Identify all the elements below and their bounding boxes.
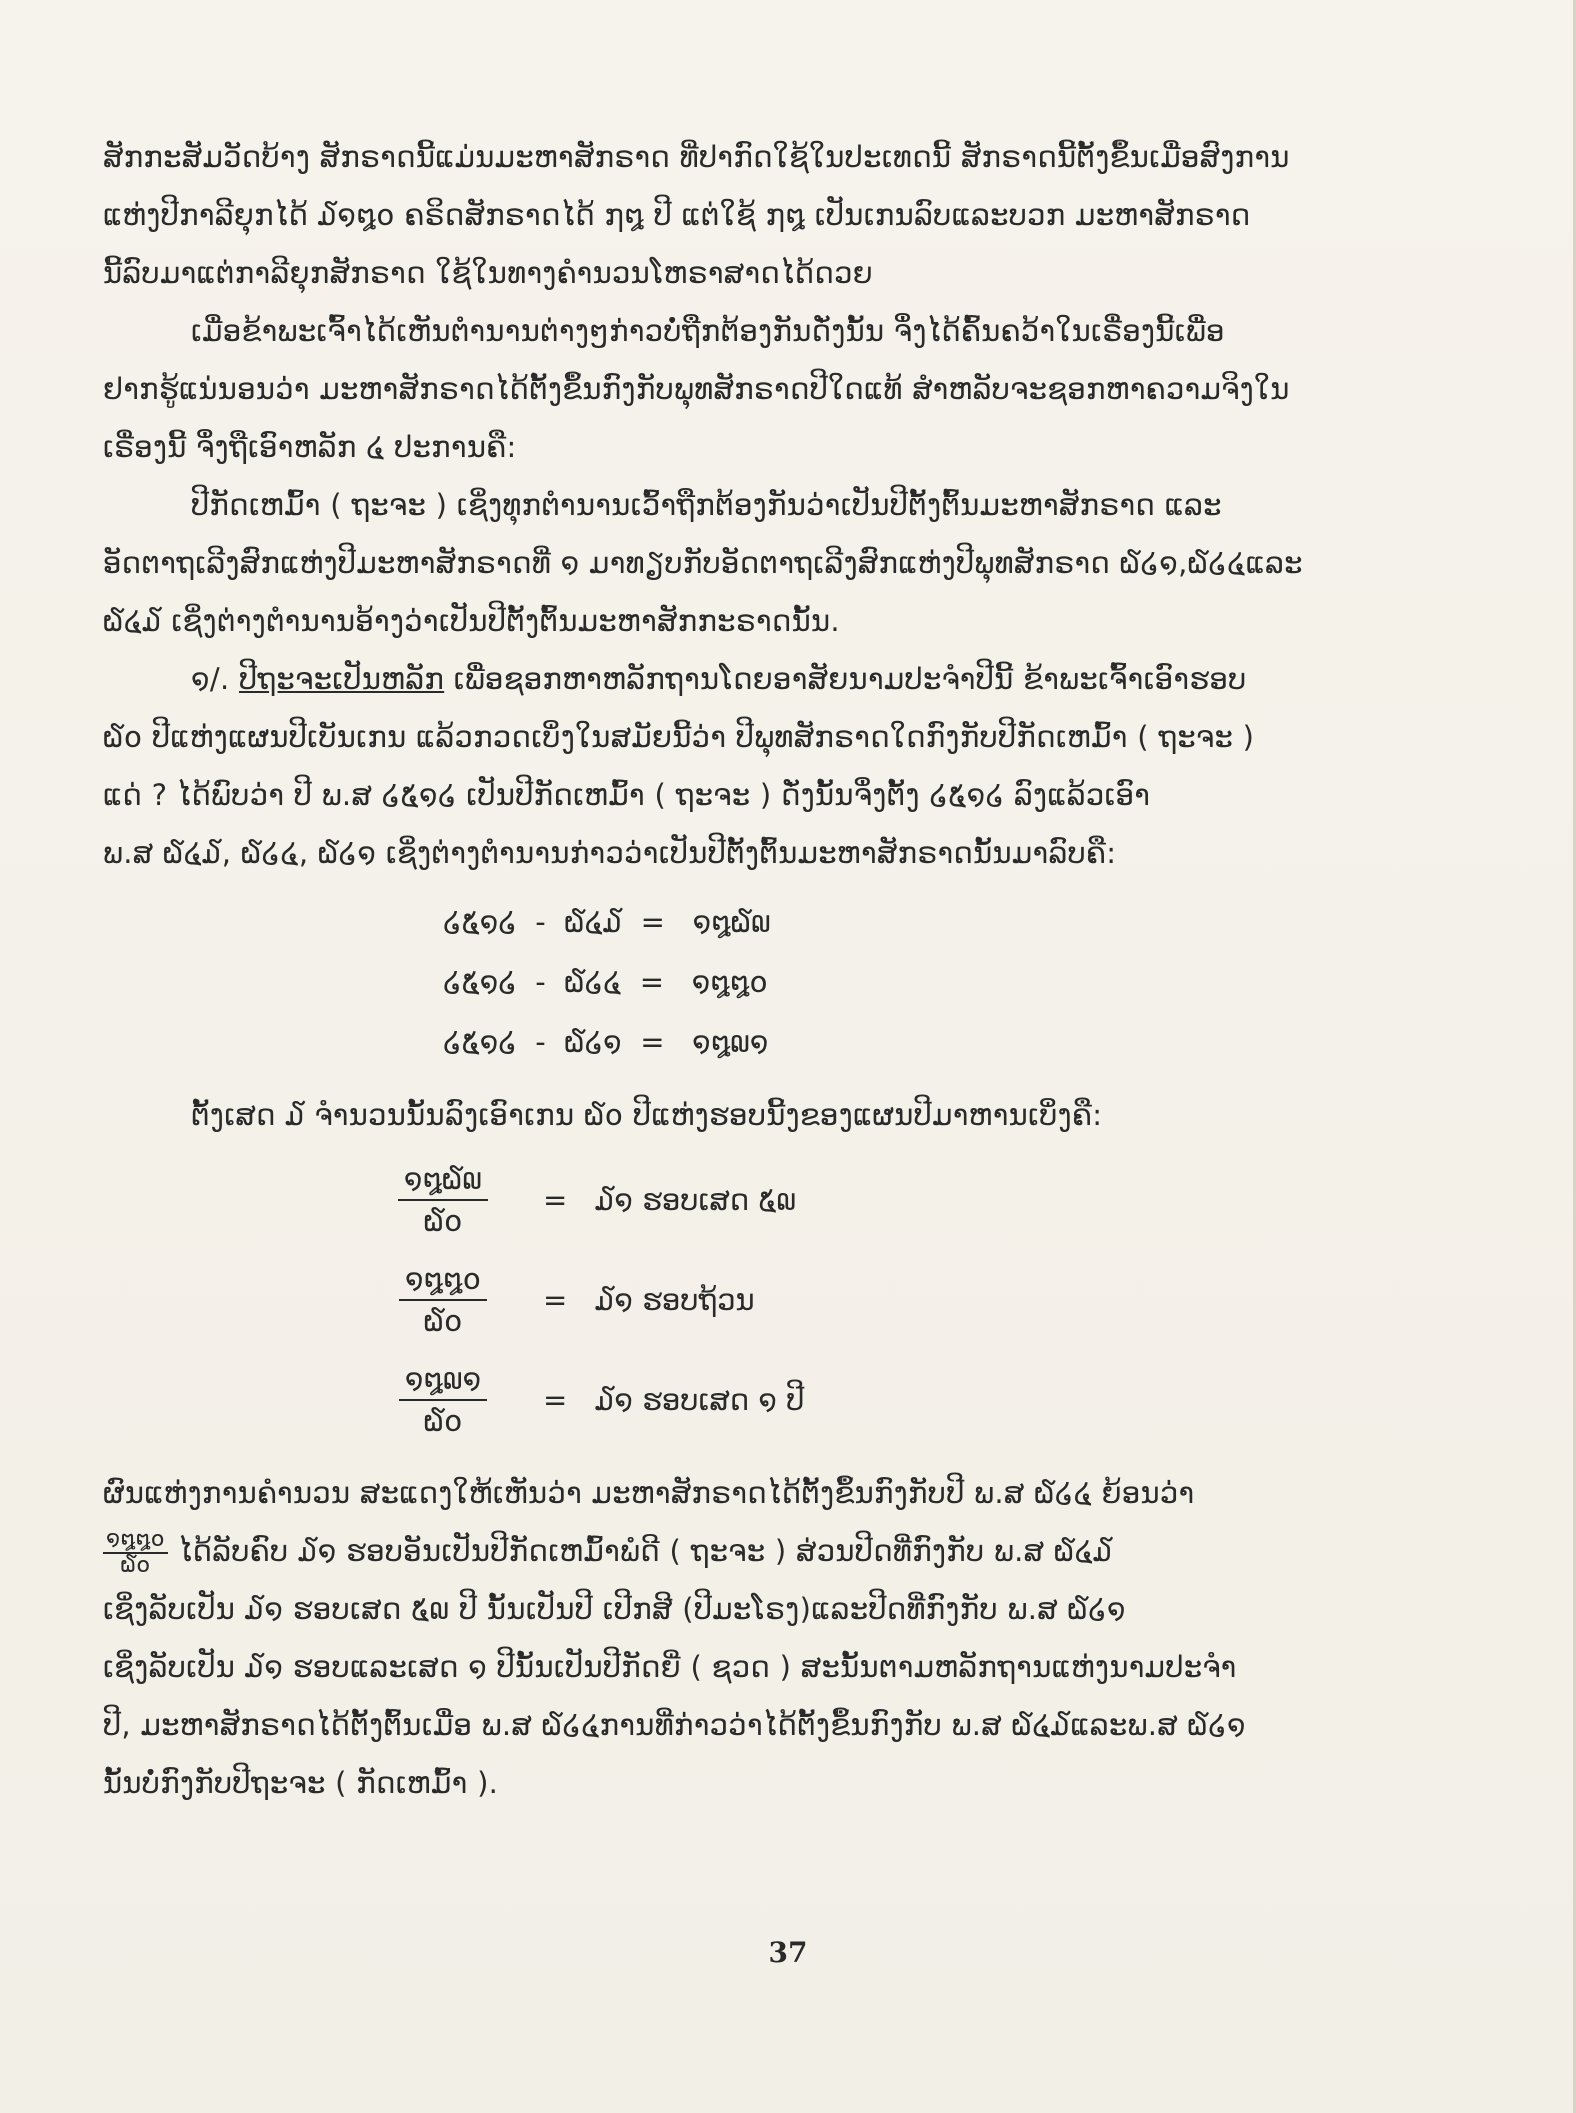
text-line: ເຣື່ອງນີ້ ຈຶ່ງຖືເອົາຫລັກ ໔ ປະການຄື: [103,430,517,464]
text-line: ຢາກຮູ້ແນ່ນອນວ່າ ມະຫາສັກຣາດໄດ້ຕັ້ງຂຶ້ນກົງກັບພຸທສັກຣາດປີໃດແທ້ ສຳຫລັບຈະຊອກຫາຄວາມຈິງໃນ [103,372,1290,406]
text-line: ຕັ້ງເສດ ໓ ຈຳນວນນັ້ນລົງເອົາເກນ ໖໐ ປີແຫ່ງຮອບນີ້ງຂອງແຜນປີມາຫານເບິ່ງຄື: [191,1098,1103,1132]
calculation-row: ໒໕໑໒ - ໖໔໓ = ໑໘໖໙ [443,905,771,939]
section-text: ເພື່ອຊອກຫາຫລັກຖານໂດຍອາສັຍນາມປະຈຳປີນີ້ ຂ້າພະເຈົ້າເອົາຮອບ [444,662,1247,696]
text-line: ປີກັດເຫມົ້າ ( ຖະຈະ ) ເຊິ່ງທຸກຕຳນານເວົ້າຖືກຕ້ອງກັນວ່າເປັນປີຕັ້ງຕົ້ນມະຫາສັກຣາດ ແລະ [191,488,1222,522]
fraction-row: $\frac{໑໘໘໐}{໖໐}$ = ໓໑ ຮອບຖ້ວນ [383,1250,1483,1350]
text-line: ເມື່ອຂ້າພະເຈົ້າໄດ້ເຫັນຕຳນານຕ່າງໆກ່າວບໍ່ຖືກຕ້ອງກັນດັ່ງນັ້ນ ຈຶ່ງໄດ້ຄົ້ນຄວ້າໃນເຣື່ອງນີ້ເພື່ອ [191,314,1225,348]
text-line: ແຫ່ງປີກາລີຍຸກໄດ້ ໓໑໘໐ ຄຣິດສັກຣາດໄດ້ ໗໘ ປີ ແຕ່ໃຊ້ ໗໘ ເປັນເກນລົບແລະບວກ ມະຫາສັກຣາດ [103,198,1251,232]
fraction: $\frac{໑໘໙໑}{໖໐}$ [383,1361,503,1439]
fraction: $\frac{໑໘໘໐}{໖໐}$ [383,1261,503,1339]
section-heading: ປີຖະຈະເປັນຫລັກ [239,662,445,696]
text-line: ປີ, ມະຫາສັກຣາດໄດ້ຕັ້ງຕົ້ນເມື່ອ ພ.ສ ໖໒໔ການທີ່ກ່າວວ່າໄດ້ຕັ້ງຂຶ້ນກົງກັບ ພ.ສ ໖໔໓ແລະພ.ສ ໖໒໑ [103,1708,1246,1742]
fraction-row: $\frac{໑໘໙໑}{໖໐}$ = ໓໑ ຮອບເສດ ໑ ປີ [383,1350,1483,1450]
text-line: ແດ່ ? ໄດ້ພົບວ່າ ປີ ພ.ສ ໒໕໑໒ ເປັນປີກັດເຫມົ້າ ( ຖະຈະ ) ດັ່ງນັ້ນຈຶ່ງຕັ້ງ ໒໕໑໒ ລົງແລ້ວເອົາ [103,778,1151,812]
text-line: ອັດຕາຖເລີງສົກແຫ່ງປີມະຫາສັກຣາດທີ່ ໑ ມາທຽບກັບອັດຕາຖເລີງສົກແຫ່ງປີພຸທສັກຣາດ ໖໒໑,໖໒໔ແລະ [103,546,1303,580]
text-line: ເຊິ່ງລັບເປັນ ໓໑ ຮອບແລະເສດ ໑ ປີນັ້ນເປັນປີກັດຍີ່ ( ຊວດ ) ສະນັ້ນຕາມຫລັກຖານແຫ່ງນາມປະຈຳ [103,1650,1237,1684]
section-line [103,650,1483,708]
calculation-row: ໒໕໑໒ - ໖໒໔ = ໑໘໘໐ [443,965,768,999]
text-line: ເຊິ່ງລັບເປັນ ໓໑ ຮອບເສດ ໕໙ ປີ ນັ້ນເປັນປີ ເປີກສີ (ປີມະໂຣງ)ແລະປີດທີ່ກົງກັບ ພ.ສ ໖໒໑ [103,1592,1126,1626]
calculation-row: ໒໕໑໒ - ໖໒໑ = ໑໘໙໑ [443,1025,769,1059]
body-text [103,128,1483,1812]
text-line: ໖໔໓ ເຊິ່ງຕ່າງຕຳນານອ້າງວ່າເປັນປີຕັ້ງຕົ້ນມະຫາສັກກະຣາດນັ້ນ. [103,604,840,638]
fraction: $\frac{໑໘໖໙}{໖໐}$ [383,1161,503,1239]
section-number: ໑/. [191,662,230,696]
fraction-row: $\frac{໑໘໖໙}{໖໐}$ = ໓໑ ຮອບເສດ ໕໙ [383,1150,1483,1250]
text-line: ນີ້ລົບມາແຕ່ກາລີຍຸກສັກຣາດ ໃຊ້ໃນທາງຄຳນວນໂຫຣາສາດໄດ້ດວຍ [103,256,873,290]
text-line: ຜົນແຫ່ງການຄຳນວນ ສະແດງໃຫ້ເຫັນວ່າ ມະຫາສັກຣາດໄດ້ຕັ້ງຂຶ້ນກົງກັບປີ ພ.ສ ໖໒໔ ຍ້ອນວ່າ [103,1476,1195,1510]
page-number: 37 [768,1936,808,1969]
inline-fraction: $\frac{໑໘໘໐}{໖໐}$ [103,1528,168,1578]
text-line-with-fraction: $\frac{໑໘໘໐}{໖໐}$ ໄດ້ລັບຄົບ ໓໑ ຮອບອັນເປັນປີກັດເຫມົ້າພໍດີ ( ຖະຈະ ) ສ່ວນປີດທີ່ກົງກັບ ພ.ສ ໖໔໓ [103,1522,1483,1580]
text-line: ນັ້ນບໍ່ກົງກັບປີຖະຈະ ( ກັດເຫມົ້າ ). [103,1766,499,1800]
text-line: ສັກກະສັມວັດບ້າງ ສັກຣາດນີ້ແມ່ນມະຫາສັກຣາດ ທີ່ປາກົດໃຊ້ໃນປະເທດນີ້ ສັກຣາດນີ້ຕັ້ງຂຶ້ນເມື່ອສົງການ [103,140,1290,174]
fraction-list [103,1150,1483,1450]
text-line: ພ.ສ ໖໔໓, ໖໒໔, ໖໒໑ ເຊິ່ງຕ່າງຕຳນານກ່າວວ່າເປັນປີຕັ້ງຕົ້ນມະຫາສັກຣາດນັ້ນມາລົບຄື: [103,836,1117,870]
text-line: ໖໐ ປີແຫ່ງແຜນປີເບັນເກນ ແລ້ວກວດເບິ່ງໃນສມັຍນີ້ວ່າ ປີພຸທສັກຣາດໃດກົງກັບປີກັດເຫມົ້າ ( ຖະຈະ ) [103,720,1255,754]
